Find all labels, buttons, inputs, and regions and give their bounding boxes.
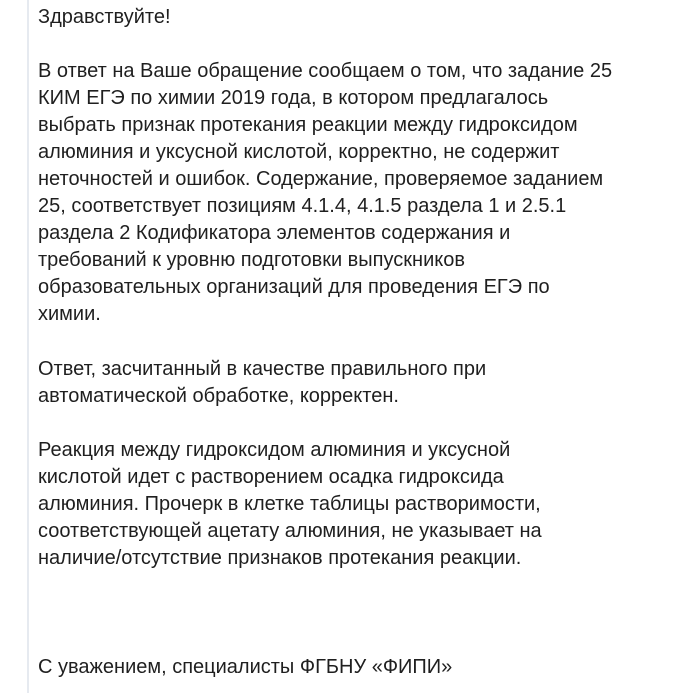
quote-rule bbox=[27, 0, 29, 693]
paragraph-task-25: В ответ на Ваше обращение сообщаем о том, что задание 25 КИМ ЕГЭ по химии 2019 года, в котором предлагалось выбрать признак протекания реакции между гидроксидом алюминия и уксусной кислотой, корректно, не содержит неточностей и ошибок. Содержание, проверяемое заданием 25, соответствует позициям 4.1.4, 4.1.5 раздела 1 и 2.5.1 раздела 2 Кодификатора элементов содержания и требований к уровню подготовки выпускников образовательных организаций для проведения ЕГЭ по химии. bbox=[38, 60, 613, 325]
paragraph-answer: Ответ, засчитанный в качестве правильного при автоматической обработке, корректен. bbox=[38, 358, 487, 407]
signature-text: С уважением, специалисты ФГБНУ «ФИПИ» bbox=[38, 656, 453, 678]
greeting-text: Здравствуйте! bbox=[38, 6, 171, 28]
paragraph-reaction: Реакция между гидроксидом алюминия и уксусной кислотой идет с растворением осадка гидроксида алюминия. Прочерк в клетке таблицы растворимости, соответствующей ацетату алюминия, не указывает на наличие/отсутствие признаков протекания реакции. bbox=[38, 439, 542, 569]
